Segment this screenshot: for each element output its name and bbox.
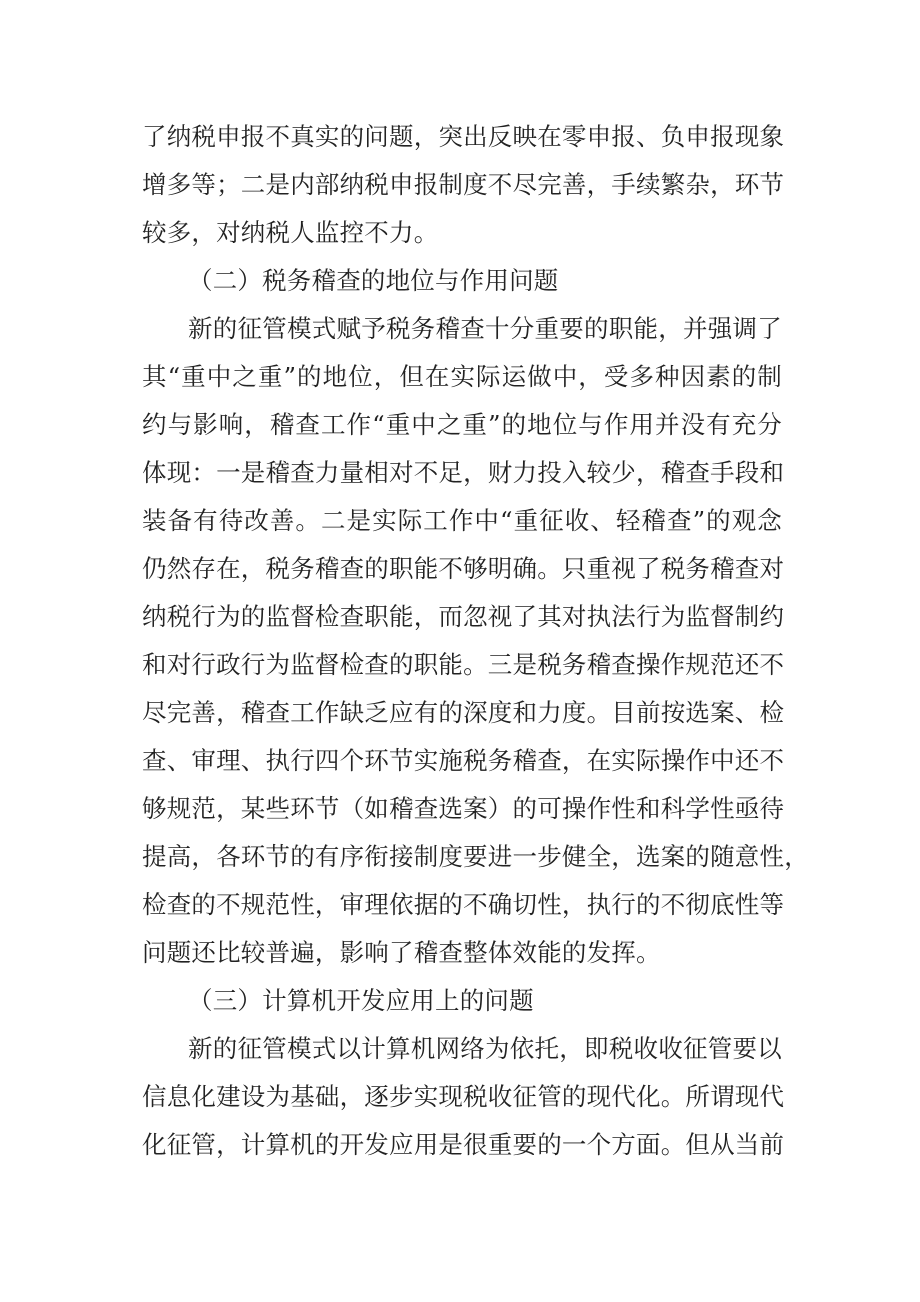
body-text-line: 新的征管模式赋予税务稽查十分重要的职能，并强调了: [188, 314, 782, 343]
body-text-line: 够规范，某些环节（如稽查选案）的可操作性和科学性亟待: [142, 794, 785, 823]
section-heading: （三）计算机开发应用上的问题: [188, 986, 534, 1015]
body-text-line: 较多，对纳税人监控不力。: [142, 218, 439, 247]
body-text-line: 装备有待改善。二是实际工作中“重征收、轻稽查”的观念: [142, 506, 782, 535]
body-text-line: 检查的不规范性，审理依据的不确切性，执行的不彻底性等: [142, 890, 785, 919]
body-text-line: 提高，各环节的有序衔接制度要进一步健全，选案的随意性，: [142, 842, 809, 871]
body-text-line: 查、审理、执行四个环节实施税务稽查，在实际操作中还不: [142, 746, 785, 775]
body-text-line: 其“重中之重”的地位，但在实际运做中，受多种因素的制: [142, 362, 782, 391]
body-text-line: 增多等；二是内部纳税申报制度不尽完善，手续繁杂，环节: [142, 170, 785, 199]
body-text-line: 问题还比较普遍，影响了稽查整体效能的发挥。: [142, 938, 661, 967]
body-text-line: 了纳税申报不真实的问题，突出反映在零申报、负申报现象: [142, 122, 785, 151]
body-text-line: 约与影响，稽查工作“重中之重”的地位与作用并没有充分: [142, 410, 782, 439]
body-text-line: 化征管，计算机的开发应用是很重要的一个方面。但从当前: [142, 1130, 785, 1159]
body-text-line: 仍然存在，税务稽查的职能不够明确。只重视了税务稽查对: [142, 554, 785, 583]
body-text-line: 纳税行为的监督检查职能，而忽视了其对执法行为监督制约: [142, 602, 785, 631]
body-text-line: 尽完善，稽查工作缺乏应有的深度和力度。目前按选案、检: [142, 698, 785, 727]
body-text-line: 新的征管模式以计算机网络为依托，即税收收征管要以: [188, 1034, 782, 1063]
section-heading: （二）税务稽查的地位与作用问题: [188, 266, 559, 295]
body-text-line: 体现：一是稽查力量相对不足，财力投入较少，稽查手段和: [142, 458, 785, 487]
body-text-line: 信息化建设为基础，逐步实现税收征管的现代化。所谓现代: [142, 1082, 785, 1111]
body-text-line: 和对行政行为监督检查的职能。三是税务稽查操作规范还不: [142, 650, 785, 679]
